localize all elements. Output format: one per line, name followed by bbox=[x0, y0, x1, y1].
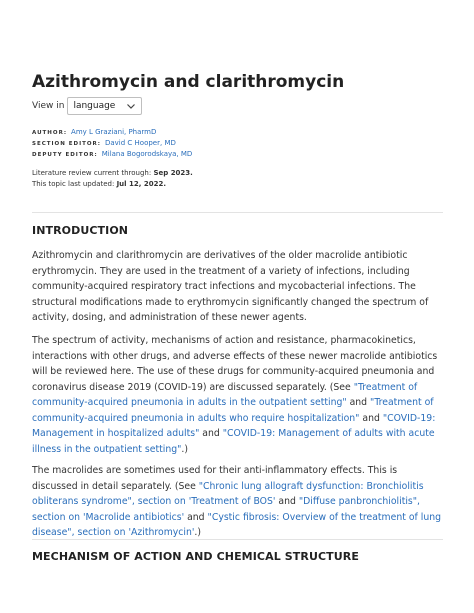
view-in-label: View in bbox=[32, 101, 65, 111]
author-role: AUTHOR: bbox=[32, 130, 68, 136]
mechanism-heading: MECHANISM OF ACTION AND CHEMICAL STRUCTURE bbox=[32, 550, 359, 563]
intro-paragraph-2 bbox=[32, 333, 443, 457]
author-link[interactable]: Amy L Graziani, PharmD bbox=[71, 128, 157, 136]
deputy-editor-role: DEPUTY EDITOR: bbox=[32, 152, 98, 158]
section-editor-link[interactable]: David C Hooper, MD bbox=[104, 139, 176, 147]
page-title: Azithromycin and clarithromycin bbox=[32, 72, 345, 92]
link-bronchiolitis-obliterans[interactable]: "Chronic lung allograft dysfunction: Bronchiolitis obliterans syndrome", section on 'Treatment of BOS' bbox=[32, 480, 424, 507]
intro-paragraph-1: Azithromycin and clarithromycin are derivatives of the older macrolide antibiotic erythromycin. They are used in the treatment of a variety of infections, including community-acquired respiratory tract infections and mycobacterial infections. The structural modifications made to erythromycin significantly changed the spectrum of activity, dosing, and administration of these newer agents. bbox=[32, 250, 429, 323]
paragraph-text: and bbox=[184, 511, 208, 523]
paragraph-text: .) bbox=[181, 443, 189, 455]
paragraph-text: .) bbox=[194, 527, 201, 538]
divider bbox=[32, 539, 443, 540]
paragraph-text: and bbox=[346, 397, 371, 408]
literature-review-date: Sep 2023. bbox=[153, 169, 193, 177]
link-cap-hospitalization[interactable]: "Treatment of community-acquired pneumonia in adults who require hospitalization" bbox=[32, 397, 434, 424]
section-editor-role: SECTION EDITOR: bbox=[32, 141, 101, 147]
last-updated-date: Jul 12, 2022. bbox=[116, 180, 166, 188]
introduction-heading: INTRODUCTION bbox=[32, 224, 129, 237]
link-diffuse-panbronchiolitis[interactable]: "Diffuse panbronchiolitis", section on 'Macrolide antibiotics' bbox=[32, 496, 421, 523]
link-covid-hospitalized[interactable]: "COVID-19: Management in hospitalized adults" bbox=[32, 412, 436, 439]
literature-review-label: Literature review current through: bbox=[32, 169, 152, 177]
language-select[interactable] bbox=[67, 97, 142, 115]
paragraph-text: The macrolides are sometimes used for their anti-inflammatory effects. This is discussed in detail separately. (See bbox=[32, 465, 398, 492]
paragraph-text: and bbox=[275, 496, 299, 507]
paragraph-text: and bbox=[359, 412, 383, 424]
author-line bbox=[32, 128, 156, 136]
section-editor-line bbox=[32, 139, 176, 147]
language-selector bbox=[32, 96, 142, 116]
last-updated-line bbox=[32, 180, 166, 188]
link-covid-outpatient[interactable]: "COVID-19: Management of adults with acute illness in the outpatient setting" bbox=[32, 428, 435, 455]
link-cap-outpatient[interactable]: "Treatment of community-acquired pneumonia in adults in the outpatient setting" bbox=[32, 381, 418, 408]
chevron-down-icon bbox=[126, 101, 136, 111]
deputy-editor-line bbox=[32, 150, 192, 158]
paragraph-text: The spectrum of activity, mechanisms of action and resistance, pharmacokinetics, interactions with other drugs, and adverse effects of these newer macrolide antibiotics will be reviewed here. The use of these drugs for community-acquired pneumonia and coronavirus disease 2019 (COVID-19) are discussed separately. (See bbox=[32, 335, 438, 393]
divider bbox=[32, 212, 443, 213]
language-select-value: language bbox=[73, 101, 116, 111]
last-updated-label: This topic last updated: bbox=[32, 180, 115, 188]
literature-review-line bbox=[32, 169, 193, 177]
paragraph-text: and bbox=[199, 428, 223, 439]
link-cystic-fibrosis[interactable]: "Cystic fibrosis: Overview of the treatment of lung disease", section on 'Azithromycin' bbox=[32, 511, 442, 538]
intro-paragraph-3 bbox=[32, 463, 443, 541]
deputy-editor-link[interactable]: Milana Bogorodskaya, MD bbox=[101, 150, 193, 158]
